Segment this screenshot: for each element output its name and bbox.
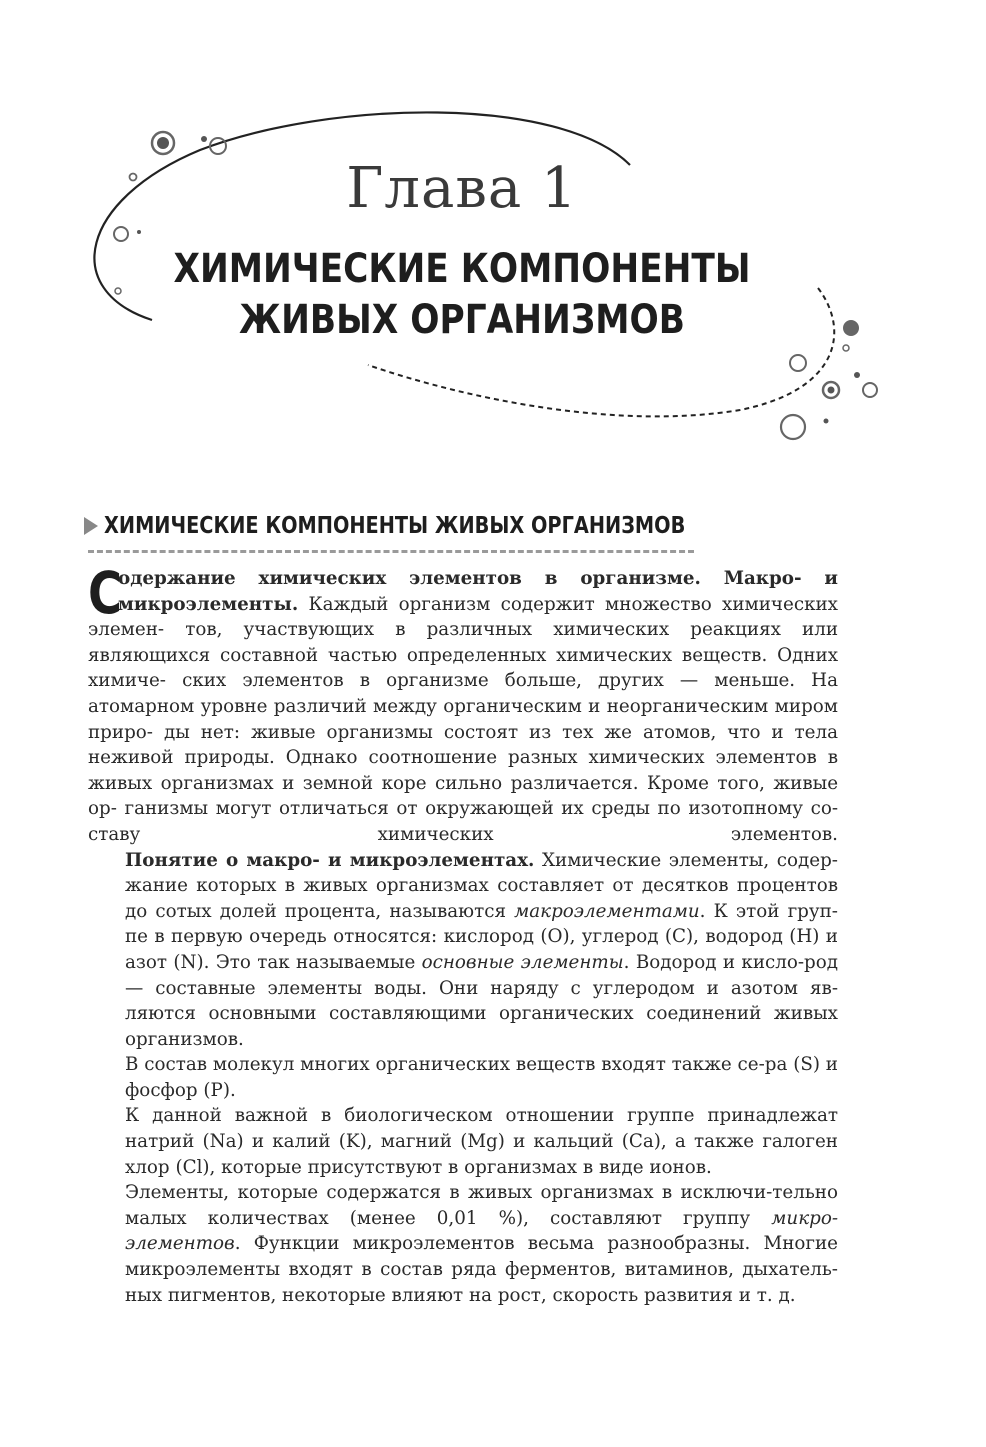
- paragraph-2-text: . Водород и кисло-род — составные элементы воды. Они наряду с углеродом и азотом яв-ляются основными составляющими органических соединений живых организмов.: [125, 951, 839, 1050]
- paragraph-1-line: ды нет: живые организмы состоят из тех же атомов, что и тела неживой: [88, 721, 838, 769]
- chapter-title-line-1: ХИМИЧЕСКИЕ КОМПОНЕНТЫ: [173, 246, 751, 292]
- paragraph-1-line: составной частью определенных химических веществ. Одних химиче-: [88, 644, 839, 692]
- paragraph-1-line: природы. Однако соотношение разных химических элементов в живых: [88, 747, 839, 794]
- bubble: [863, 383, 877, 397]
- paragraph-1-bold: одержание химических элементов в организме. Макро- и микроэлементы.: [118, 568, 838, 615]
- paragraph-1-line: ганизмы могут отличаться от окружающей их среды по изотопному со-: [124, 798, 839, 820]
- bubble: [854, 372, 860, 378]
- bubble: [790, 355, 806, 371]
- paragraph-2: [88, 848, 838, 1053]
- paragraph-1-line: ставу химических элементов.: [88, 823, 838, 845]
- drop-cap: С: [88, 559, 123, 627]
- paragraph-2-text: . К этой груп-пе в первую очередь относятся: кислород (O), углерод (C), водород (H) и азот (N). Это так называемые: [125, 900, 838, 973]
- paragraph-1-line: Каждый организм содержит множество химических элемен-: [88, 593, 838, 641]
- section-heading-text: ХИМИЧЕСКИЕ КОМПОНЕНТЫ ЖИВЫХ ОРГАНИЗМОВ: [104, 513, 686, 539]
- paragraph-1: [88, 559, 839, 848]
- paragraph-5: [88, 1180, 838, 1308]
- paragraph-2-bold: Понятие о макро- и микроэлементах.: [125, 849, 535, 871]
- triangle-arrow-icon: [84, 517, 98, 535]
- paragraph-1-line: уровне различий между органическим и неорганическим миром приро-: [88, 695, 838, 743]
- paragraph-5-text: Элементы, которые содержатся в живых организмах в исключи-тельно малых количествах (менее 0,01 %), составляют группу: [125, 1182, 838, 1229]
- section-heading: [84, 510, 724, 542]
- paragraph-4: К данной важной в биологическом отношении группе принадлежат натрий (Na) и калий (K), магний (Mg) и кальций (Ca), а также галоген хлор (Cl), которые присутствуют в организмах в виде ионов.: [125, 1105, 838, 1178]
- paragraph-1-line: организмах и земной коре сильно различается. Кроме того, живые ор-: [88, 772, 839, 820]
- bubble: [201, 136, 207, 142]
- term-microelements: микро-элементов: [125, 1207, 838, 1255]
- paragraph-1-line: тов, участвующих в различных химических реакциях или являющихся: [88, 619, 839, 666]
- bubble: [824, 419, 829, 424]
- bubble: [781, 415, 805, 439]
- paragraph-3: В состав молекул многих органических веществ входят также се-ра (S) и фосфор (P).: [125, 1054, 838, 1101]
- chapter-number: Глава 1: [346, 156, 578, 221]
- bubble: [137, 230, 141, 234]
- body-text: [88, 559, 839, 1308]
- paragraph-2-text: Химические элементы, содер-жание которых в живых организмах составляет от десятков процентов до сотых долей процента, называются: [125, 849, 838, 922]
- bubble: [828, 387, 835, 394]
- section-divider: [88, 550, 694, 553]
- bubble: [157, 137, 169, 149]
- paragraph-1-line: ских элементов в организме больше, других — меньше. На атомарном: [88, 670, 838, 717]
- chapter-title-line-2: ЖИВЫХ ОРГАНИЗМОВ: [239, 297, 685, 343]
- chapter-title: [65, 244, 860, 346]
- term-basic-elements: основные элементы: [421, 951, 624, 973]
- term-macroelements: макроэлементами: [514, 900, 700, 922]
- paragraph-5-text: . Функции микроэлементов весьма разнообразны. Многие микроэлементы входят в состав ряда ферментов, витаминов, дыхатель-ных пигментов, некоторые влияют на рост, скорость развития и т. д.: [125, 1233, 838, 1306]
- bubble: [114, 227, 128, 241]
